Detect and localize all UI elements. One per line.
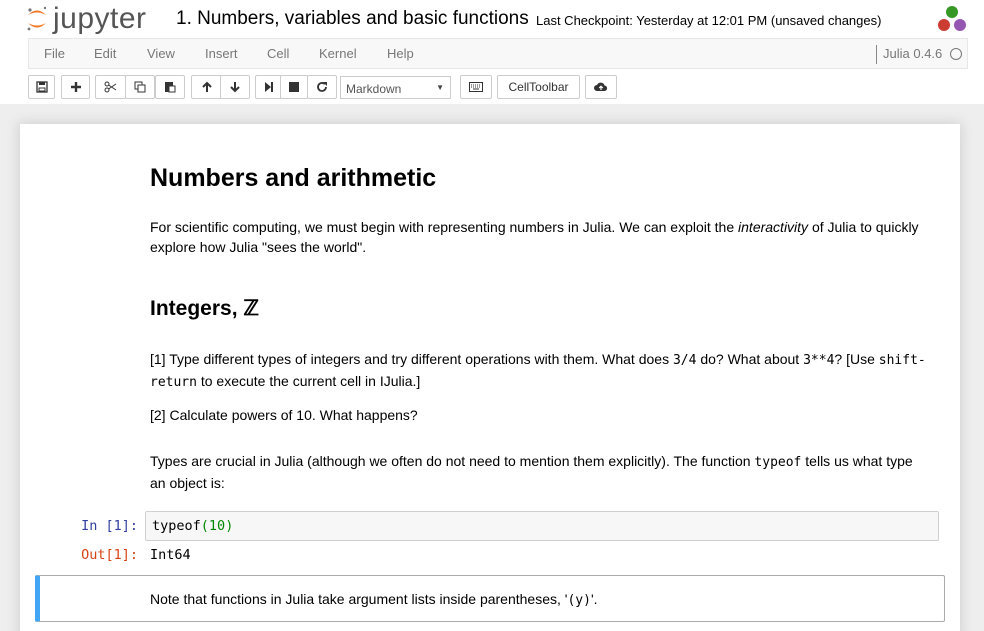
- jupyter-orbit-icon: [26, 6, 48, 32]
- cloud-upload-icon: [594, 82, 608, 92]
- save-button[interactable]: [28, 75, 55, 99]
- kernel-idle-indicator-icon: [950, 48, 962, 60]
- ex1-text-c: ? [Use: [834, 351, 879, 367]
- code-paren-open: (: [200, 518, 209, 534]
- menu-kernel[interactable]: Kernel: [319, 46, 357, 61]
- menu-view[interactable]: View: [147, 46, 175, 61]
- main-toolbar: [28, 74, 968, 100]
- checkpoint-status: Last Checkpoint: Yesterday at 12:01 PM (unsaved changes): [536, 13, 882, 28]
- note-code: (y): [567, 593, 591, 608]
- menu-help[interactable]: Help: [387, 46, 414, 61]
- markdown-intro: [150, 217, 926, 257]
- stop-icon: [289, 82, 299, 92]
- types-code: typeof: [754, 455, 802, 470]
- intro-text-a: For scientific computing, we must begin with representing numbers in Julia. We can exploit the: [150, 219, 739, 235]
- arrow-up-icon: [201, 81, 213, 93]
- code-function: typeof: [152, 518, 201, 534]
- code-cell-input[interactable]: [145, 511, 939, 541]
- refresh-icon: [316, 81, 328, 93]
- paste-icon: [164, 81, 176, 93]
- markdown-exercise-2: [2] Calculate powers of 10. What happens?: [150, 407, 418, 423]
- notebook-header: [0, 0, 984, 104]
- heading-numbers-arithmetic: Numbers and arithmetic: [150, 164, 437, 192]
- types-text-a: Types are crucial in Julia (although we often do not need to mention them explicitly). The function: [150, 453, 755, 469]
- menu-cell[interactable]: Cell: [267, 46, 290, 61]
- move-up-button[interactable]: [191, 75, 222, 99]
- jupyter-logo[interactable]: [26, 2, 166, 36]
- run-cell-button[interactable]: [255, 75, 282, 99]
- notebook-container: [20, 124, 960, 631]
- publish-button[interactable]: [585, 75, 617, 99]
- intro-text-b: of Julia to quickly explore how Julia "sees the world".: [150, 219, 919, 255]
- note-text-a: Note that functions in Julia take argument lists inside parentheses, ': [150, 591, 568, 607]
- menu-insert[interactable]: Insert: [205, 46, 238, 61]
- move-down-button[interactable]: [220, 75, 250, 99]
- save-icon: [36, 81, 48, 93]
- interrupt-kernel-button[interactable]: [280, 75, 308, 99]
- ex1-text-d: to execute the current cell in IJulia.]: [196, 373, 421, 389]
- chevron-down-icon: ▼: [436, 83, 444, 92]
- command-palette-button[interactable]: [460, 75, 492, 99]
- insert-cell-button[interactable]: [61, 75, 90, 99]
- note-text-b: '.: [590, 591, 598, 607]
- logo-wordmark: jupyter: [53, 2, 147, 35]
- notebook-title[interactable]: 1. Numbers, variables and basic functions: [176, 8, 529, 29]
- menu-edit[interactable]: Edit: [94, 46, 117, 61]
- markdown-note: [150, 589, 926, 611]
- julia-logo-icon: [936, 4, 968, 34]
- kernel-name: Julia 0.4.6: [876, 45, 942, 64]
- cell-type-select[interactable]: [340, 76, 451, 99]
- heading-integers: Integers, ℤ: [150, 297, 259, 320]
- ex1-code-power: 3**4: [803, 353, 835, 368]
- code-paren-close: ): [225, 518, 234, 534]
- paste-button[interactable]: [155, 75, 185, 99]
- selected-markdown-cell[interactable]: [35, 575, 945, 622]
- intro-emphasis: interactivity: [738, 219, 809, 235]
- plus-icon: [70, 81, 82, 93]
- cut-button[interactable]: [95, 75, 126, 99]
- step-forward-icon: [264, 81, 274, 93]
- ex1-text-b: do? What about: [696, 351, 804, 367]
- copy-icon: [134, 81, 146, 93]
- menu-bar: [28, 38, 968, 69]
- output-prompt: Out[1]:: [81, 547, 138, 563]
- cell-output: Int64: [150, 547, 191, 563]
- scissors-icon: [104, 81, 117, 93]
- celltoolbar-button[interactable]: CellToolbar: [497, 75, 580, 99]
- input-prompt: In [1]:: [81, 518, 138, 534]
- types-text-b: tells us what type an object is:: [150, 453, 913, 491]
- markdown-exercise-1: [150, 349, 926, 393]
- ex1-code-shortcut: shift-return: [150, 353, 926, 390]
- arrow-down-icon: [229, 81, 241, 93]
- restart-kernel-button[interactable]: [307, 75, 337, 99]
- copy-button[interactable]: [125, 75, 155, 99]
- menu-file[interactable]: File: [44, 46, 65, 61]
- keyboard-icon: [469, 82, 483, 92]
- code-number: 10: [208, 518, 226, 534]
- markdown-types: [150, 451, 926, 493]
- cell-type-value: Markdown: [346, 82, 402, 96]
- ex1-text-a: [1] Type different types of integers and try different operations with them. What does: [150, 351, 673, 367]
- ex1-code-division: 3/4: [672, 353, 697, 368]
